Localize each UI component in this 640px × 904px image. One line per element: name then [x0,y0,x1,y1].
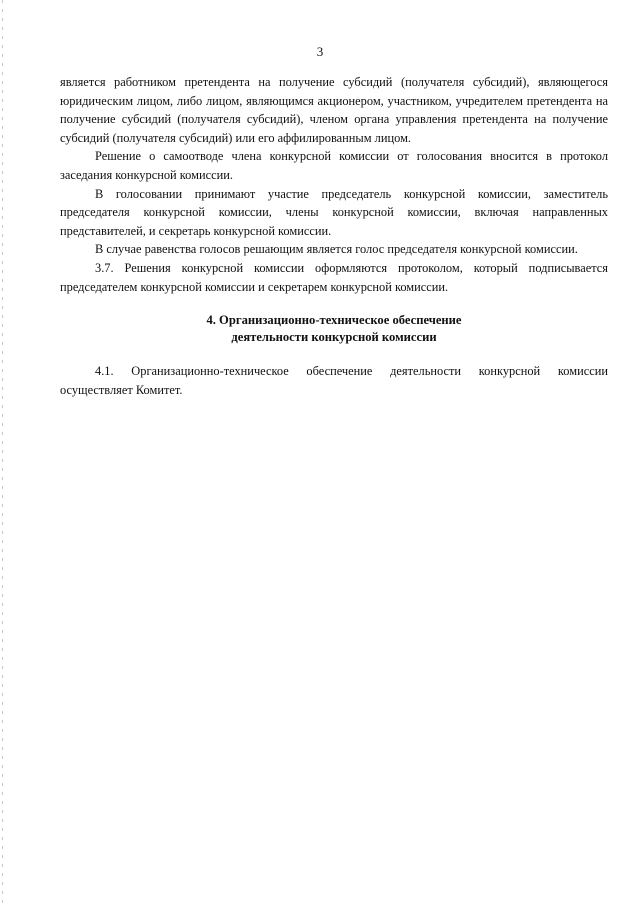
heading-spacer [60,346,608,362]
paragraph-voting-participants: В голосовании принимают участие председатель конкурсной комиссии, заместитель председателя конкурсной комиссии, члены конкурсной комиссии, включая направленных представителей, и секретарь конкурсной комиссии. [60,186,608,238]
section-heading [60,312,608,346]
section-heading-line-1: 4. Организационно-техническое обеспечение [206,313,462,328]
paragraph-continuation: является работником претендента на получение субсидий (получателя субсидий), являющегося юридическим лицом, либо лицом, являющимся акционером, участником, учредителем претендента на получение субсидий (получателя субсидий), членом органа управления претендента на получение субсидий (получателя субсидий) или его аффилированным лицом. [60,75,608,145]
paragraph-4-1: 4.1. Организационно-техническое обеспечение деятельности конкурсной комиссии осуществляет Комитет. [60,364,608,397]
paragraph-self-recusal: Решение о самоотводе члена конкурсной комиссии от голосования вносится в протокол заседания конкурсной комиссии. [60,149,608,182]
paragraph-tie-vote: В случае равенства голосов решающим является голос председателя конкурсной комиссии. [95,242,578,257]
paragraph-3-7: 3.7. Решения конкурсной комиссии оформляются протоколом, который подписывается председателем конкурсной комиссии и секретарем конкурсной комиссии. [60,260,608,294]
page-number: 3 [316,44,324,59]
document-body [60,73,608,399]
section-heading-line-2: деятельности конкурсной комиссии [231,330,437,345]
scan-edge-mark [2,0,3,904]
